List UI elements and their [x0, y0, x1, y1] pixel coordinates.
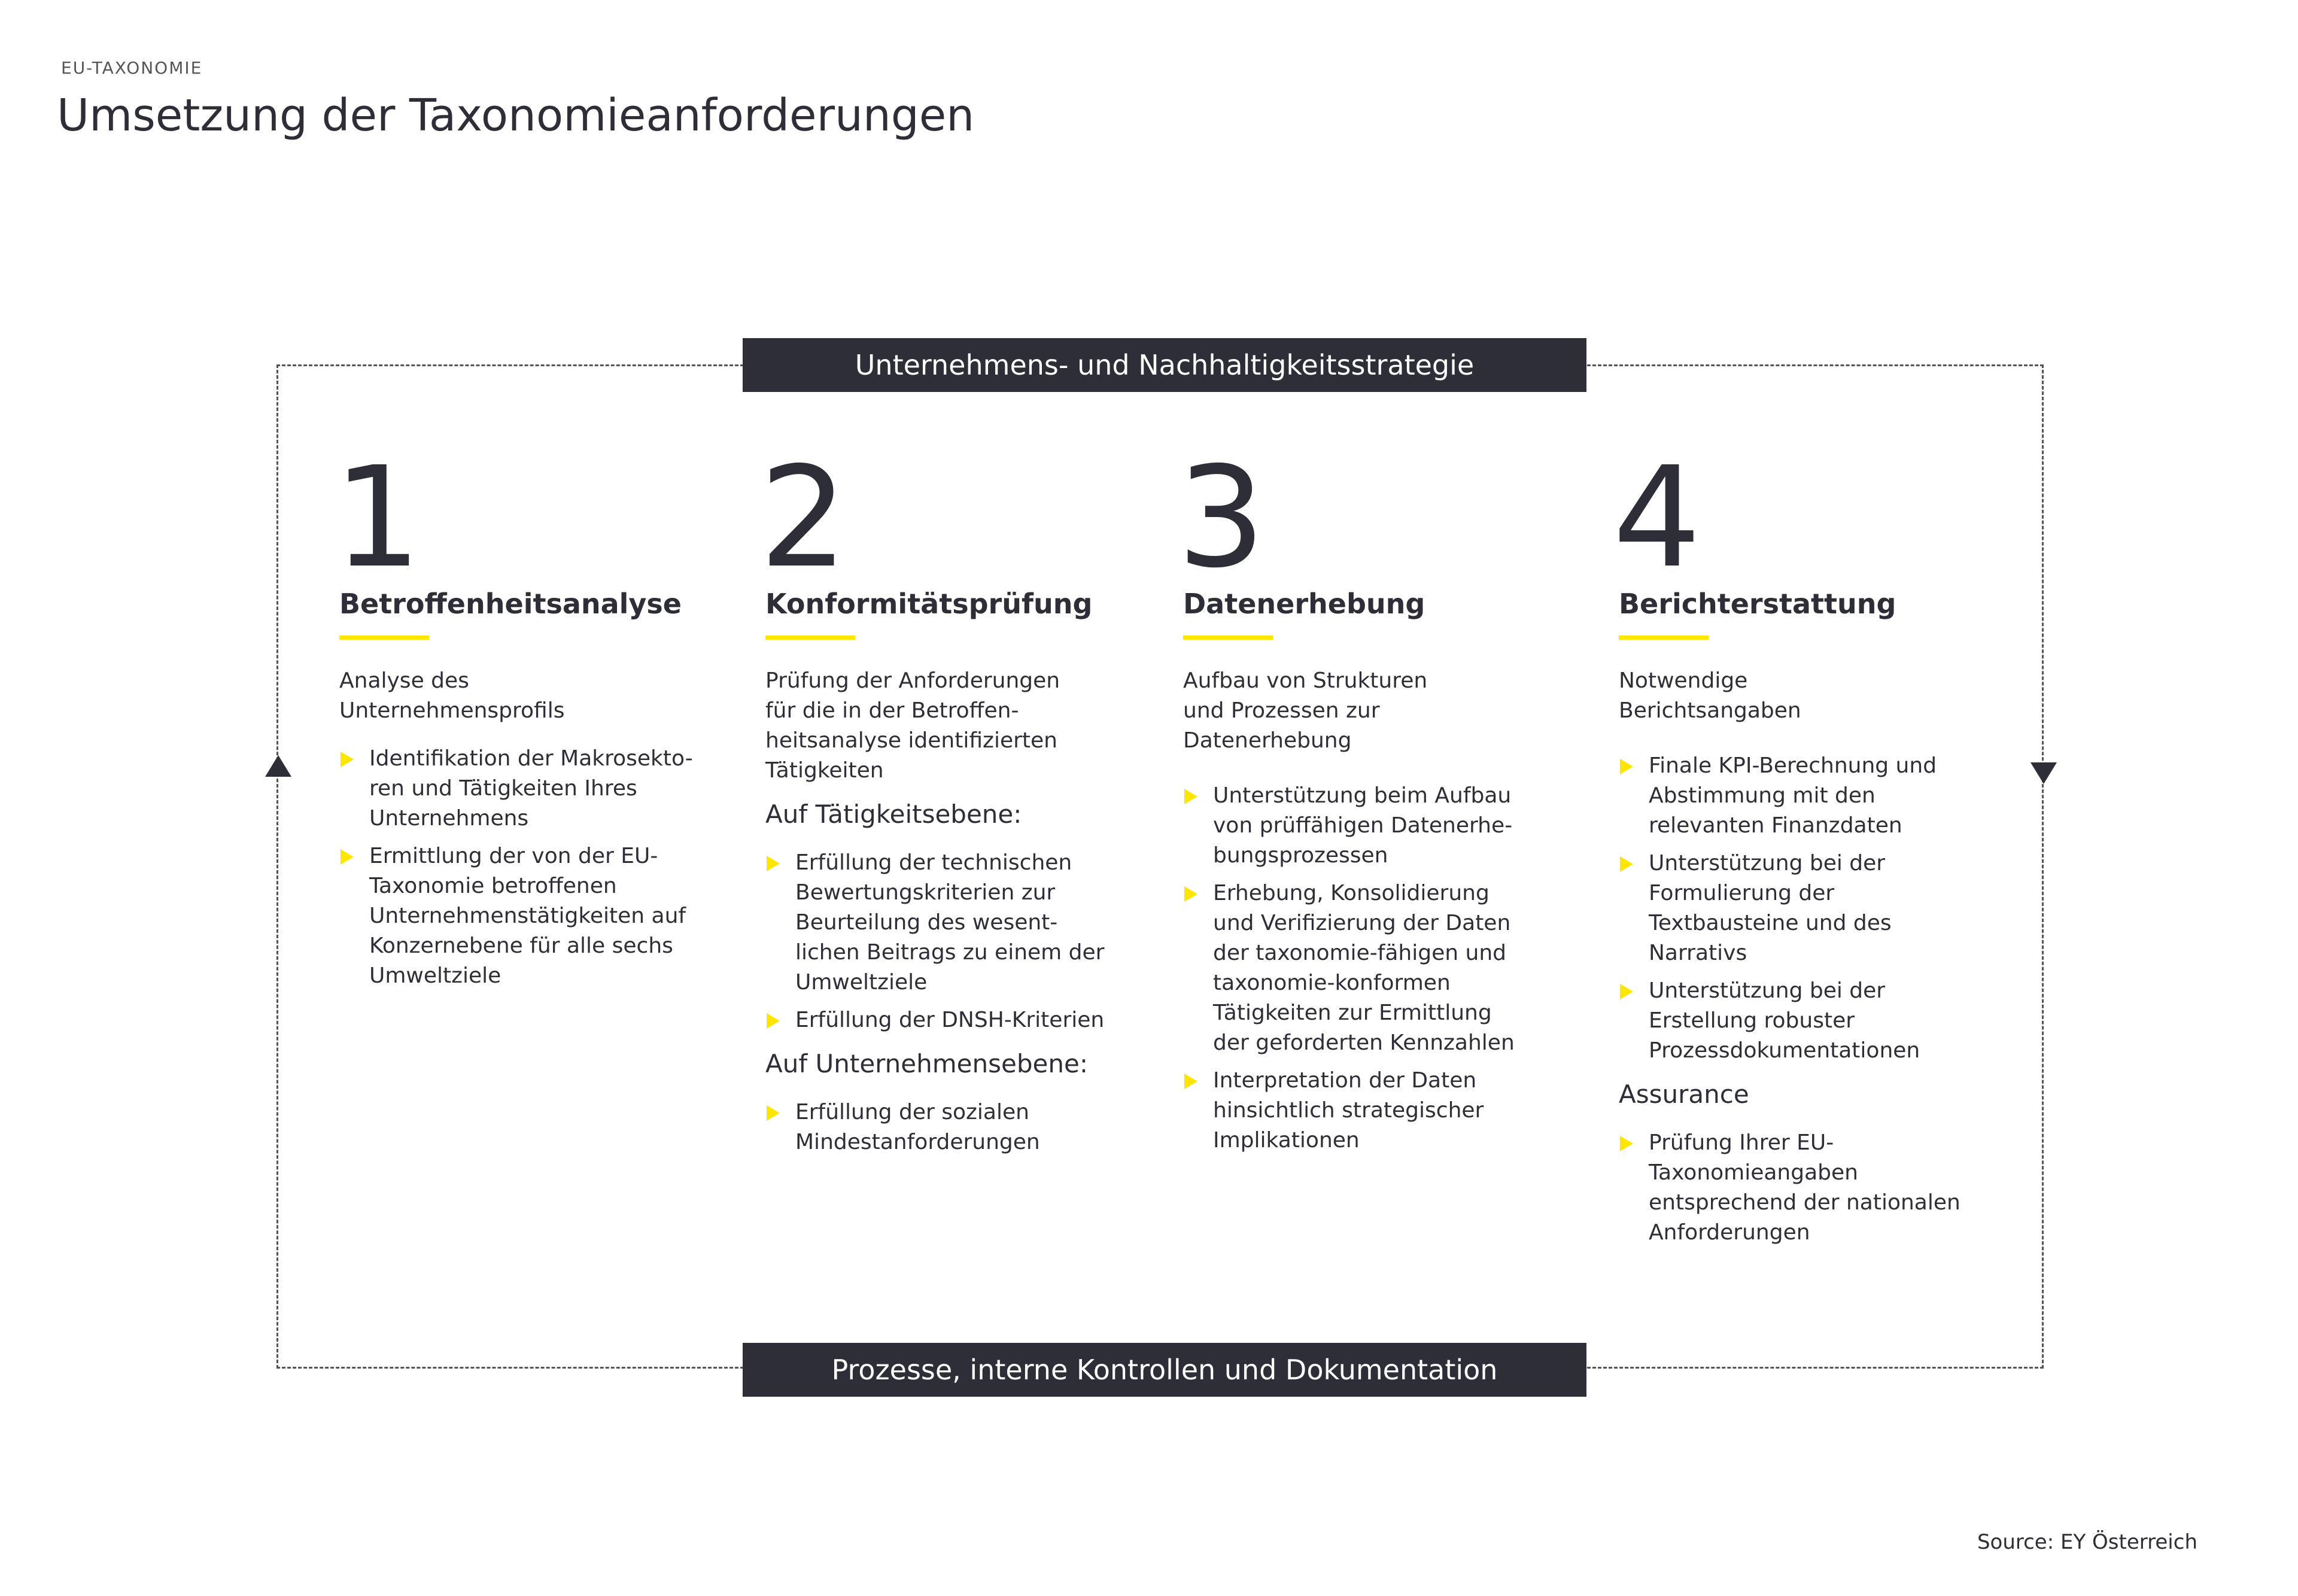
page-title: Umsetzung der Taxonomieanforderungen — [57, 90, 975, 141]
bullet-triangle-icon — [767, 1013, 780, 1029]
bullet-triangle-icon — [341, 849, 354, 865]
accent-underline — [1183, 636, 1273, 640]
step-title: Betroffenheitsanalyse — [339, 588, 682, 620]
bullet-list — [1619, 751, 1966, 1066]
section-heading: Auf Tätigkeitsebene: — [765, 799, 1022, 829]
accent-underline — [1619, 636, 1709, 640]
list-item: Unterstützung bei der Formulierung der Textbausteine und des Narrativs — [1619, 849, 1966, 968]
step-intro: Aufbau von Strukturen und Prozessen zur Datenerhebung — [1183, 668, 1428, 753]
list-item: Identifikation der Makrosekto-ren und Tätigkeiten Ihres Unternehmens — [339, 744, 698, 834]
list-item: Ermittlung der von der EU-Taxonomie betroffenen Unternehmenstätigkeiten auf Konzernebene für alle sechs Umweltziele — [339, 841, 698, 991]
arrow-up-icon — [265, 755, 291, 777]
section-heading: Assurance — [1619, 1080, 1749, 1109]
bullet-triangle-icon — [1184, 886, 1197, 902]
bullet-triangle-icon — [1620, 984, 1633, 999]
bullet-list — [339, 744, 698, 991]
process-banner: Prozesse, interne Kontrollen und Dokumentation — [743, 1343, 1586, 1397]
eyebrow-label: EU-TAXONOMIE — [61, 58, 203, 78]
list-item: Erfüllung der DNSH-Kriterien — [765, 1005, 1112, 1035]
step-title: Datenerhebung — [1183, 588, 1425, 620]
list-item: Erhebung, Konsolidierung und Verifizierung der Daten der taxonomie-fähigen und taxonomie-konformen Tätigkeiten zur Ermittlung der geforderten Kennzahlen — [1183, 878, 1530, 1058]
bullet-triangle-icon — [1620, 759, 1633, 774]
step-3-column — [1177, 437, 1530, 1163]
list-item: Unterstützung bei der Erstellung robuster Prozessdokumentationen — [1619, 976, 1966, 1066]
bullet-triangle-icon — [767, 1105, 780, 1121]
step-number: 2 — [759, 437, 848, 598]
section-heading: Auf Unternehmensebene: — [765, 1049, 1088, 1078]
step-number: 3 — [1177, 437, 1266, 598]
accent-underline — [765, 636, 855, 640]
list-item: Erfüllung der technischen Bewertungskriterien zur Beurteilung des wesent-lichen Beitrags zu einem der Umweltziele — [765, 848, 1112, 998]
bullet-triangle-icon — [1620, 856, 1633, 872]
bullet-triangle-icon — [1620, 1136, 1633, 1151]
step-intro: Analyse des Unternehmensprofils — [339, 668, 565, 723]
bullet-list — [765, 1098, 1112, 1157]
step-title: Konformitätsprüfung — [765, 588, 1093, 620]
accent-underline — [339, 636, 429, 640]
list-item: Prüfung Ihrer EU-Taxonomieangaben entsprechend der nationalen Anforderungen — [1619, 1128, 1966, 1248]
source-note: Source: EY Österreich — [1977, 1530, 2197, 1554]
step-4-column — [1613, 437, 1966, 1255]
bullet-list — [1619, 1128, 1966, 1248]
step-2-column — [759, 437, 1112, 1165]
list-item: Finale KPI-Berechnung und Abstimmung mit den relevanten Finanzdaten — [1619, 751, 1966, 841]
step-intro: Notwendige Berichtsangaben — [1619, 668, 1801, 723]
bullet-triangle-icon — [1184, 1074, 1197, 1089]
step-intro: Prüfung der Anforderungen für die in der Betroffen-heitsanalyse identifizierten Tätigkeiten — [765, 668, 1060, 783]
arrow-down-icon — [2030, 762, 2057, 784]
bullet-list — [1183, 781, 1530, 1156]
list-item: Erfüllung der sozialen Mindestanforderungen — [765, 1098, 1112, 1157]
bullet-list — [765, 848, 1112, 1035]
step-number: 4 — [1613, 437, 1701, 598]
strategy-banner: Unternehmens- und Nachhaltigkeitsstrategie — [743, 338, 1586, 392]
bullet-triangle-icon — [341, 752, 354, 767]
step-title: Berichterstattung — [1619, 588, 1896, 620]
list-item: Unterstützung beim Aufbau von prüffähigen Datenerhe-bungsprozessen — [1183, 781, 1530, 871]
step-1-column — [333, 437, 698, 999]
bullet-triangle-icon — [767, 856, 780, 871]
bullet-triangle-icon — [1184, 789, 1197, 804]
step-number: 1 — [333, 437, 422, 598]
list-item: Interpretation der Daten hinsichtlich strategischer Implikationen — [1183, 1066, 1530, 1156]
